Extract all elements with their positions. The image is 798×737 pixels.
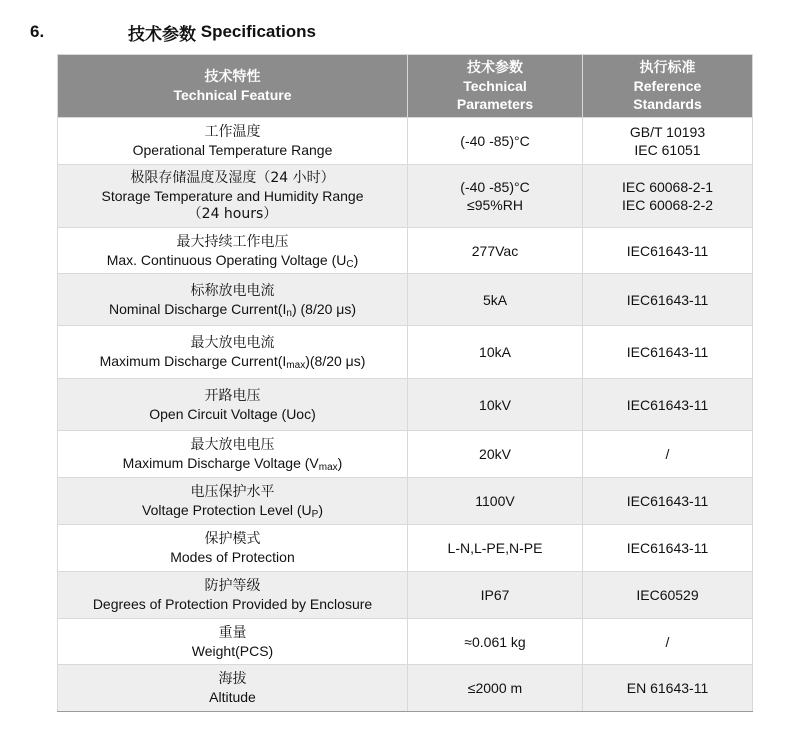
feature-cell: 防护等级 Degrees of Protection Provided by Enclosure bbox=[58, 572, 408, 619]
parameter-cell: ≤2000 m bbox=[408, 665, 583, 712]
specifications-table bbox=[57, 54, 753, 712]
parameter-cell: IP67 bbox=[408, 572, 583, 619]
table-row bbox=[58, 165, 753, 228]
standard-cell: EN 61643-11 bbox=[583, 665, 753, 712]
section-title-en: Specifications bbox=[200, 22, 316, 41]
section-heading bbox=[30, 20, 316, 44]
standard-cell: / bbox=[583, 431, 753, 478]
standard-cell: IEC 60068-2-1 IEC 60068-2-2 bbox=[583, 165, 753, 228]
standard-cell: GB/T 10193 IEC 61051 bbox=[583, 118, 753, 165]
standard-cell: IEC61643-11 bbox=[583, 379, 753, 431]
feature-cell: 极限存储温度及湿度（24 小时） Storage Temperature and Humidity Range （24 hours） bbox=[58, 165, 408, 228]
table-row bbox=[58, 326, 753, 379]
parameter-cell: ≈0.061 kg bbox=[408, 619, 583, 665]
parameter-cell: 277Vac bbox=[408, 228, 583, 274]
parameter-cell: 1100V bbox=[408, 478, 583, 525]
table-row bbox=[58, 431, 753, 478]
table-row bbox=[58, 228, 753, 274]
parameter-cell: 5kA bbox=[408, 274, 583, 326]
parameter-cell: (-40 -85)°C ≤95%RH bbox=[408, 165, 583, 228]
standard-cell: IEC60529 bbox=[583, 572, 753, 619]
feature-cell: 最大放电电压 Maximum Discharge Voltage $(V_{max})$ bbox=[58, 431, 408, 478]
header-technical-parameters: 技术参数 Technical Parameters bbox=[408, 55, 583, 118]
standard-cell: IEC61643-11 bbox=[583, 525, 753, 572]
table-header-row bbox=[58, 55, 753, 118]
feature-cell: 最大放电电流 Maximum Discharge $Current(I_{max})(8/20$ μs) bbox=[58, 326, 408, 379]
header-reference-standards: 执行标准 Reference Standards bbox=[583, 55, 753, 118]
table-row bbox=[58, 619, 753, 665]
feature-cell: 海拔 Altitude bbox=[58, 665, 408, 712]
standard-cell: IEC61643-11 bbox=[583, 326, 753, 379]
parameter-cell: 10kV bbox=[408, 379, 583, 431]
feature-cell: 最大持续工作电压 Max. Continuous Operating Voltage $(U_C)$ bbox=[58, 228, 408, 274]
standard-cell: IEC61643-11 bbox=[583, 478, 753, 525]
table-row bbox=[58, 665, 753, 712]
feature-cell: 重量 Weight(PCS) bbox=[58, 619, 408, 665]
feature-cell: 电压保护水平 Voltage Protection Level $(U_P)$ bbox=[58, 478, 408, 525]
section-number: 6. bbox=[30, 22, 45, 41]
feature-cell: 保护模式 Modes of Protection bbox=[58, 525, 408, 572]
parameter-cell: (-40 -85)°C bbox=[408, 118, 583, 165]
section-title-zh: 技术参数 bbox=[128, 24, 196, 45]
standard-cell: IEC61643-11 bbox=[583, 274, 753, 326]
table-row bbox=[58, 572, 753, 619]
parameter-cell: L-N,L-PE,N-PE bbox=[408, 525, 583, 572]
parameter-cell: 10kA bbox=[408, 326, 583, 379]
feature-cell: 工作温度 Operational Temperature Range bbox=[58, 118, 408, 165]
feature-cell: 开路电压 Open Circuit Voltage (Uoc) bbox=[58, 379, 408, 431]
table-row bbox=[58, 379, 753, 431]
header-technical-feature: 技术特性 Technical Feature bbox=[58, 55, 408, 118]
table-row bbox=[58, 274, 753, 326]
standard-cell: / bbox=[583, 619, 753, 665]
standard-cell: IEC61643-11 bbox=[583, 228, 753, 274]
parameter-cell: 20kV bbox=[408, 431, 583, 478]
table-row bbox=[58, 478, 753, 525]
feature-cell: 标称放电电流 Nominal Discharge $Current(I_n)$ (8/20 μs) bbox=[58, 274, 408, 326]
table-row bbox=[58, 118, 753, 165]
table-row bbox=[58, 525, 753, 572]
